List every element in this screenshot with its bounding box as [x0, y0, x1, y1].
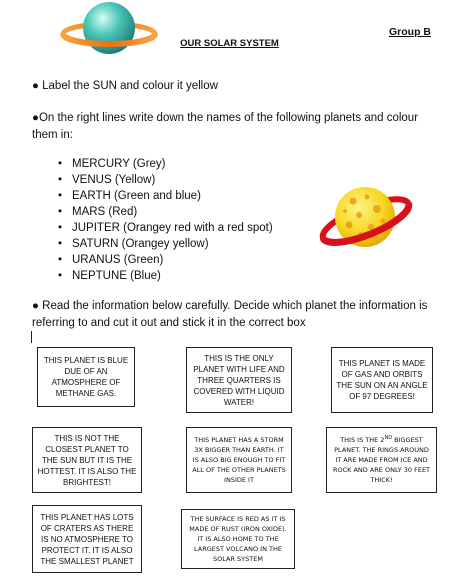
- planet-item-venus: • VENUS (Yellow): [58, 172, 273, 188]
- instruction-write-names: ●On the right lines write down the names of the following planets and colour them in:: [32, 112, 419, 141]
- instruction-read-info: ● Read the information below carefully. Decide which planet the information is referring to and cut it out and stick it in the correct box: [32, 300, 428, 329]
- page-title: OUR SOLAR SYSTEM: [180, 38, 279, 49]
- info-card-venus[interactable]: THIS IS NOT THE CLOSEST PLANET TO THE SUN BUT IT IS THE HOTTEST. IT IS ALSO THE BRIGHTEST!: [32, 427, 142, 493]
- info-card-neptune[interactable]: THIS PLANET IS BLUE DUE OF AN ATMOSPHERE OF METHANE GAS.: [37, 347, 135, 407]
- info-card-jupiter[interactable]: THIS PLANET HAS A STORM 3X BIGGER THAN EARTH. IT IS ALSO BIG ENOUGH TO FIT ALL OF THE OTHER PLANETS INSIDE IT: [186, 427, 292, 493]
- instruction-label-sun: ● Label the SUN and colour it yellow: [32, 80, 218, 92]
- text-cursor: [31, 331, 32, 343]
- planet-item-jupiter: • JUPITER (Orangey red with a red spot): [58, 220, 273, 236]
- teal-ringed-planet-icon: [55, 0, 163, 62]
- planet-item-saturn: • SATURN (Orangey yellow): [58, 236, 273, 252]
- info-card-mars[interactable]: THE SURFACE IS RED AS IT IS MADE OF RUST (IRON OXIDE). IT IS ALSO HOME TO THE LARGEST VOLCANO IN THE SOLAR SYSTEM: [181, 509, 295, 569]
- planet-list: [58, 156, 273, 284]
- planet-item-neptune: • NEPTUNE (Blue): [58, 268, 273, 284]
- planet-item-mercury: • MERCURY (Grey): [58, 156, 273, 172]
- planet-item-earth: • EARTH (Green and blue): [58, 188, 273, 204]
- planet-item-mars: • MARS (Red): [58, 204, 273, 220]
- group-label: Group B: [389, 26, 431, 38]
- info-card-earth[interactable]: THIS IS THE ONLY PLANET WITH LIFE AND THREE QUARTERS IS COVERED WITH LIQUID WATER!: [186, 347, 292, 413]
- planet-item-uranus: • URANUS (Green): [58, 252, 273, 268]
- yellow-ringed-planet-icon: [315, 175, 415, 260]
- info-card-saturn[interactable]: THIS IS THE 2ND BIGGEST PLANET. THE RINGS AROUND IT ARE MADE FROM ICE AND ROCK AND ARE ONLY 30 FEET THICK!: [326, 427, 437, 493]
- info-card-mercury[interactable]: THIS PLANET HAS LOTS OF CRATERS AS THERE IS NO ATMOSPHERE TO PROTECT IT. IT IS ALSO THE SMALLEST PLANET: [32, 505, 142, 573]
- info-card-uranus[interactable]: THIS PLANET IS MADE OF GAS AND ORBITS THE SUN ON AN ANGLE OF 97 DEGREES!: [331, 347, 433, 413]
